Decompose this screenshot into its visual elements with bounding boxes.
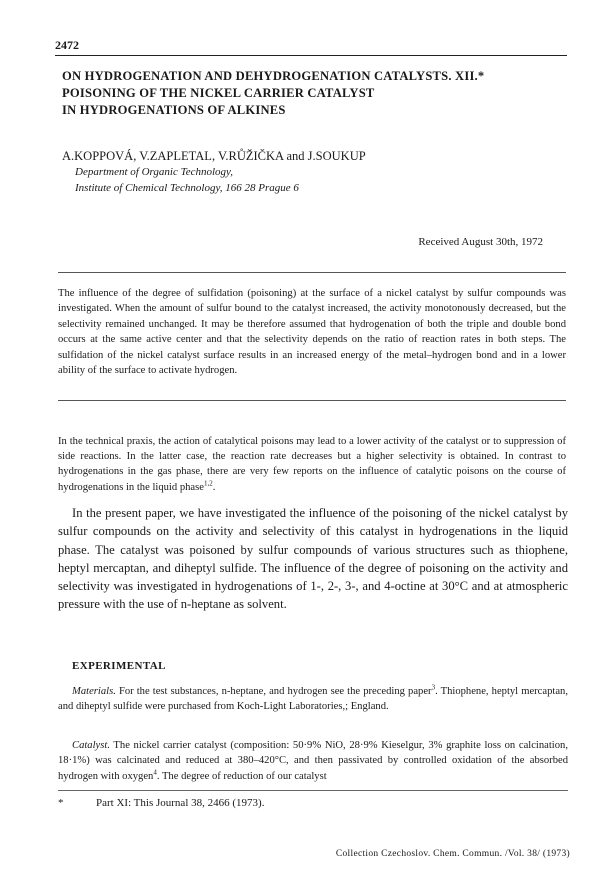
abstract: The influence of the degree of sulfidation (poisoning) at the surface of a nickel catalyst by sulfur compounds was investigated. When the amount of sulfur bound to the catalyst increased, the activity monotonously decreased, but the selectivity remained unchanged. It may be therefore assumed that hydrogenation of both the triple and double bond occurs at the same active center and that the selectivity depends on the ratio of reaction rates in both steps. The sulfidation of the nickel catalyst surface results in an increased energy of the metal–hydrogen bond and in a lower ability of the surface to activate hydrogen. (58, 288, 566, 377)
article-title (62, 68, 562, 119)
intro-end: . (212, 481, 216, 493)
title-line-3: IN HYDROGENATIONS OF ALKINES (62, 103, 286, 117)
abstract-bottom-rule (58, 400, 566, 401)
affiliation-line-2: Institute of Chemical Technology, 166 28 Prague 6 (75, 182, 299, 194)
catalyst-text: The nickel carrier catalyst (composition: 50·9% NiO, 28·9% Kieselgur, 3% graphite loss on calcination, 18·1%) was calcinated and reduced at 380–420°C, and then passivated by controlled oxidation of the absorbed hydrogen with oxygen (58, 740, 568, 782)
footnote-text: Part XI: This Journal 38, 2466 (1973). (96, 797, 265, 809)
footnote-mark: * (58, 797, 64, 809)
materials-text: For the test substances, n-heptane, and hydrogen see the preceding paper (115, 686, 432, 697)
materials-paragraph (58, 684, 568, 715)
header-rule (55, 55, 567, 56)
title-line-1: ON HYDROGENATION AND DEHYDROGENATION CATALYSTS. XII.* (62, 69, 485, 83)
catalyst-label: Catalyst. (72, 740, 110, 751)
materials-label: Materials. (72, 686, 116, 697)
intro-reference: 1,2 (203, 479, 213, 488)
received-date: Received August 30th, 1972 (418, 236, 543, 248)
journal-footer: Collection Czechoslov. Chem. Commun. /Vol. 38/ (1973) (335, 849, 570, 859)
body-paragraph-2: In the present paper, we have investigated the influence of the poisoning of the nickel catalyst by sulfur compounds on the activity and selectivity of this catalyst in hydrogenations in the liquid phase. The catalyst was poisoned by sulfur compounds of various structures such as thiophene, heptyl mercaptan, and diheptyl sulfide. The influence of the degree of poisoning on the activity and selectivity was investigated in hydrogenations of 1-, 2-, 3-, and 4-octine at 30°C and at atmospheric pressure with the use of n-heptane as solvent. (58, 506, 568, 612)
page-number: 2472 (55, 38, 79, 52)
affiliation-line-1: Department of Organic Technology, (75, 166, 234, 178)
materials-reference: 3 (431, 683, 436, 692)
intro-text: In the technical praxis, the action of catalytical poisons may lead to a lower activity of the catalyst or to suppression of side reactions. In the latter case, the reaction rate decreases but a higher selectivity is obtained. In contrast to hydrogenations in the gas phase, there are very few reports on the influence of catalytic poisons on the course of hydrogenations in the liquid phase (58, 436, 566, 493)
footnote (58, 797, 264, 809)
section-heading-experimental: EXPERIMENTAL (72, 660, 166, 672)
catalyst-rest: . The degree of reduction of our catalyst (156, 770, 327, 782)
catalyst-paragraph (58, 738, 568, 784)
footnote-rule (58, 790, 568, 791)
abstract-top-rule (58, 272, 566, 273)
title-line-2: POISONING OF THE NICKEL CARRIER CATALYST (62, 86, 375, 100)
intro-paragraph (58, 434, 566, 495)
catalyst-reference: 4 (153, 768, 157, 777)
authors: A.KOPPOVÁ, V.ZAPLETAL, V.RŮŽIČKA and J.SOUKUP (62, 149, 366, 163)
materials-rest: . Thiophene, heptyl mercaptan, and diheptyl sulfide were purchased from Koch-Light Laboratories,; England. (58, 686, 568, 713)
